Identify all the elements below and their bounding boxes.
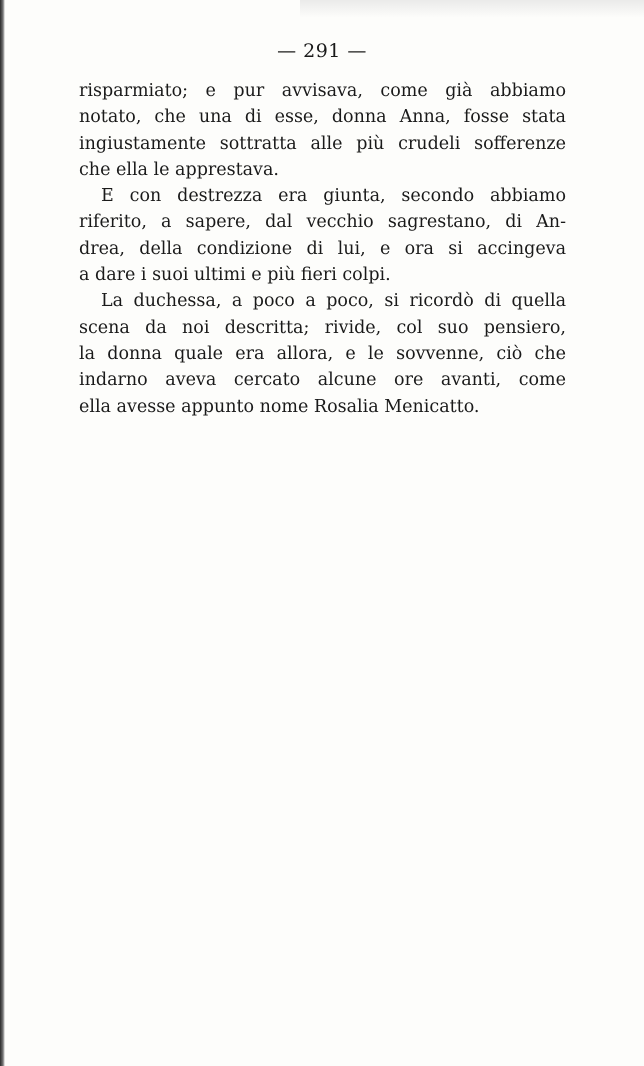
paragraph-2 bbox=[79, 183, 566, 288]
text-line: La duchessa, a poco a poco, si ricordò di quella bbox=[101, 291, 566, 312]
page-top-shading bbox=[300, 0, 644, 18]
text-line: che ella le apprestava. bbox=[79, 159, 279, 180]
text-line: drea, della condizione di lui, e ora si accingeva bbox=[79, 238, 566, 259]
text-line: riferito, a sapere, dal vecchio sagrestano, di An- bbox=[79, 212, 566, 233]
text-line: ingiustamente sottratta alle più crudeli sofferenze bbox=[79, 133, 566, 154]
body-text bbox=[79, 78, 566, 420]
text-line: E con destrezza era giunta, secondo abbiamo bbox=[101, 186, 566, 207]
text-line: scena da noi descritta; rivide, col suo pensiero, bbox=[79, 317, 566, 338]
paragraph-1 bbox=[79, 78, 566, 183]
text-line: a dare i suoi ultimi e più fieri colpi. bbox=[79, 265, 391, 286]
text-line: risparmiato; e pur avvisava, come già abbiamo bbox=[79, 81, 566, 101]
page-number: — 291 — bbox=[277, 40, 367, 62]
text-line: ella avesse appunto nome Rosalia Menicatto. bbox=[79, 396, 480, 417]
text-line: notato, che una di esse, donna Anna, fosse stata bbox=[79, 107, 566, 128]
paragraph-3 bbox=[79, 288, 566, 419]
page-binding-edge bbox=[0, 0, 5, 1066]
text-line: indarno aveva cercato alcune ore avanti, come bbox=[79, 370, 566, 391]
text-line: la donna quale era allora, e le sovvenne, ciò che bbox=[79, 343, 566, 364]
